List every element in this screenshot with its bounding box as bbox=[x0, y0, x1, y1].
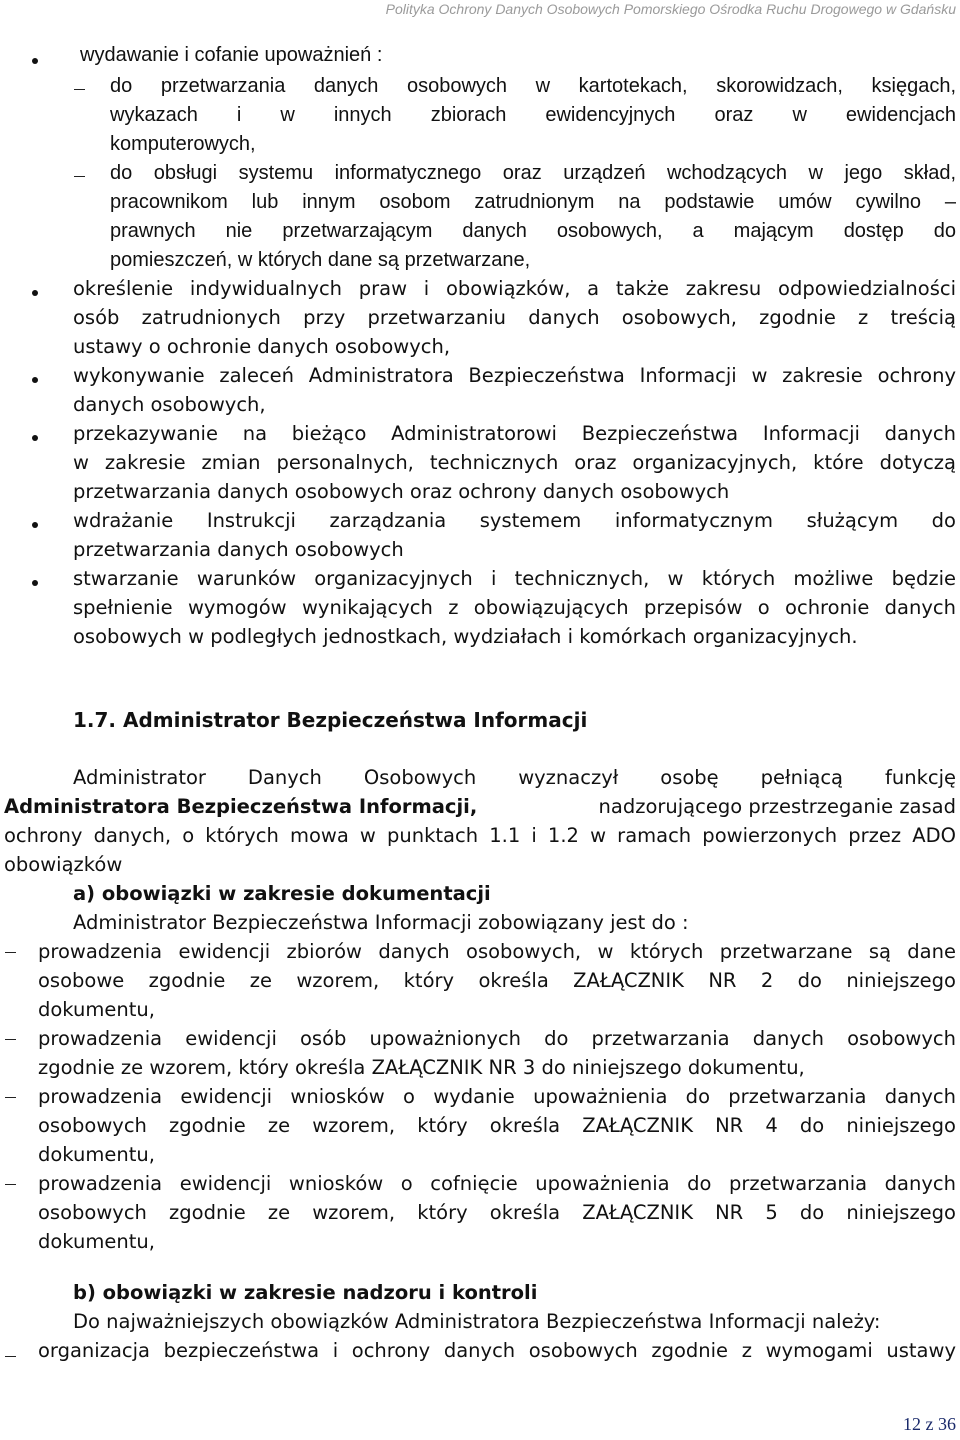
text-line: osobowych zgodnie ze wzorem, który określa ZAŁĄCZNIK NR 5 do niniejszego bbox=[38, 1201, 956, 1224]
bullet-icon bbox=[32, 290, 38, 296]
text-line: przekazywanie na bieżąco Administratorowi Bezpieczeństwa Informacji danych bbox=[73, 422, 956, 445]
page-header bbox=[0, 0, 960, 18]
text-line: prowadzenia ewidencji zbiorów danych osobowych, w których przetwarzane są dane bbox=[38, 940, 956, 963]
dash-icon bbox=[74, 89, 85, 90]
text-line: przetwarzania danych osobowych bbox=[73, 538, 404, 561]
text-line: wykonywanie zaleceń Administratora Bezpieczeństwa Informacji w zakresie ochrony bbox=[73, 364, 956, 387]
bullet-icon bbox=[32, 580, 38, 586]
text-line: dokumentu, bbox=[38, 1143, 155, 1166]
bullet-icon bbox=[32, 435, 38, 441]
text-line: prowadzenia ewidencji wniosków o cofnięcie upoważnienia do przetwarzania danych bbox=[38, 1172, 956, 1195]
dash-icon bbox=[74, 176, 85, 177]
text-line: pomieszczeń, w których dane są przetwarzane, bbox=[110, 249, 531, 271]
page-number: 12 z 36 bbox=[903, 1414, 956, 1434]
text-line: Administrator Bezpieczeństwa Informacji zobowiązany jest do : bbox=[73, 911, 689, 934]
header-title: Polityka Ochrony Danych Osobowych Pomorskiego Ośrodka Ruchu Drogowego w Gdańsku bbox=[385, 1, 956, 17]
text-line: określenie indywidualnych praw i obowiązków, a także zakresu odpowiedzialności bbox=[73, 277, 956, 300]
text-line: osób zatrudnionych przy przetwarzaniu danych osobowych, zgodnie z treścią bbox=[73, 306, 956, 329]
text-line: prowadzenia ewidencji osób upoważnionych do przetwarzania danych osobowych bbox=[38, 1027, 956, 1050]
text-line: Administrator Danych Osobowych wyznaczył osobę pełniącą funkcję bbox=[73, 766, 956, 789]
bullet-icon bbox=[32, 58, 38, 64]
dash-icon bbox=[5, 1097, 16, 1098]
text-line: obowiązków bbox=[4, 853, 123, 876]
text-line: osobowe zgodnie ze wzorem, który określa ZAŁĄCZNIK NR 2 do niniejszego bbox=[38, 969, 956, 992]
dash-icon bbox=[5, 1184, 16, 1185]
text-line: dokumentu, bbox=[38, 998, 155, 1021]
text-line: dokumentu, bbox=[38, 1230, 155, 1253]
text-line: wdrażanie Instrukcji zarządzania systemem informatycznym służącym do bbox=[73, 509, 956, 532]
text-line: wydawanie i cofanie upoważnień : bbox=[80, 44, 383, 66]
text-line: zgodnie ze wzorem, który określa ZAŁĄCZNIK NR 3 do niniejszego dokumentu, bbox=[38, 1056, 805, 1079]
text-line: w zakresie zmian personalnych, technicznych oraz organizacyjnych, które dotyczą bbox=[73, 451, 956, 474]
subheading: a) obowiązki w zakresie dokumentacji bbox=[73, 882, 491, 905]
text-span: nadzorującego przestrzeganie zasad bbox=[598, 795, 956, 818]
dash-icon bbox=[5, 1356, 16, 1357]
text-line: ustawy o ochronie danych osobowych, bbox=[73, 335, 451, 358]
text-line: do obsługi systemu informatycznego oraz urządzeń wchodzących w jego skład, bbox=[110, 162, 956, 184]
text-line: osobowych zgodnie ze wzorem, który określa ZAŁĄCZNIK NR 4 do niniejszego bbox=[38, 1114, 956, 1137]
section-heading: 1.7. Administrator Bezpieczeństwa Informacji bbox=[73, 708, 588, 732]
text-line: Do najważniejszych obowiązków Administratora Bezpieczeństwa Informacji należy: bbox=[73, 1310, 881, 1333]
text-line: komputerowych, bbox=[110, 133, 256, 155]
text-line: danych osobowych, bbox=[73, 393, 266, 416]
text-line: ochrony danych, o których mowa w punktach 1.1 i 1.2 w ramach powierzonych przez ADO bbox=[4, 824, 956, 847]
text-line: spełnienie wymogów wynikających z obowiązujących przepisów o ochronie danych bbox=[73, 596, 956, 619]
text-line-mixed bbox=[4, 793, 956, 821]
bold-term: Administratora Bezpieczeństwa Informacji, bbox=[4, 795, 478, 818]
bullet-icon bbox=[32, 522, 38, 528]
text-line: stwarzanie warunków organizacyjnych i technicznych, w których możliwe będzie bbox=[73, 567, 956, 590]
dash-icon bbox=[5, 1039, 16, 1040]
text-line: organizacja bezpieczeństwa i ochrony danych osobowych zgodnie z wymogami ustawy bbox=[38, 1339, 956, 1362]
subheading: b) obowiązki w zakresie nadzoru i kontroli bbox=[73, 1281, 538, 1304]
text-line: do przetwarzania danych osobowych w kartotekach, skorowidzach, księgach, bbox=[110, 75, 956, 97]
text-line: pracownikom lub innym osobom zatrudnionym na podstawie umów cywilno – bbox=[110, 191, 956, 213]
bullet-icon bbox=[32, 377, 38, 383]
dash-icon bbox=[5, 952, 16, 953]
text-line: prawnych nie przetwarzającym danych osobowych, a mającym dostęp do bbox=[110, 220, 956, 242]
text-line: prowadzenia ewidencji wniosków o wydanie upoważnienia do przetwarzania danych bbox=[38, 1085, 956, 1108]
text-line: wykazach i w innych zbiorach ewidencyjnych oraz w ewidencjach bbox=[110, 104, 956, 126]
text-line: przetwarzania danych osobowych oraz ochrony danych osobowych bbox=[73, 480, 730, 503]
text-line: osobowych w podległych jednostkach, wydziałach i komórkach organizacyjnych. bbox=[73, 625, 858, 648]
